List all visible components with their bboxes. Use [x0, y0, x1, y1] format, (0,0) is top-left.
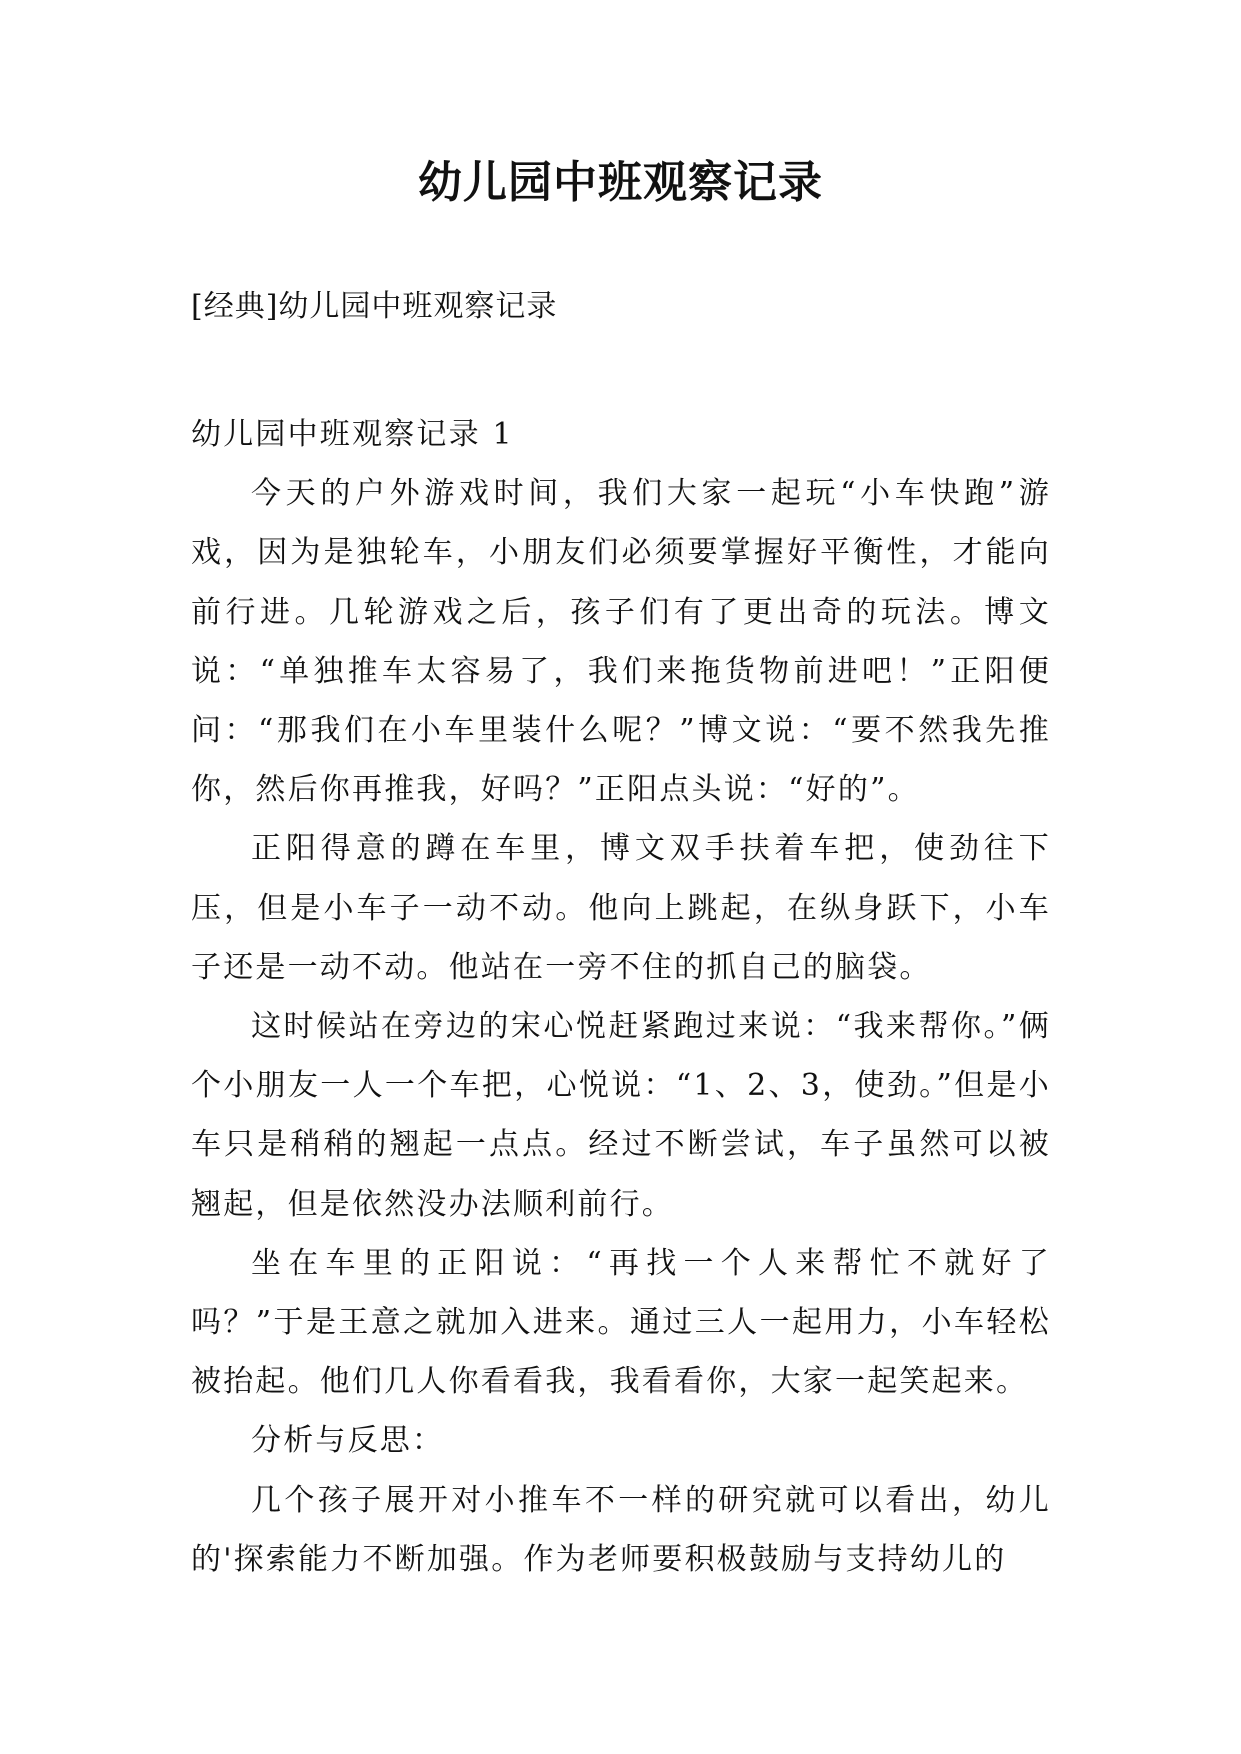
paragraph: 正阳得意的蹲在车里，博文双手扶着车把，使劲往下压，但是小车子一动不动。他向上跳起，在纵身跃下，小车子还是一动不动。他站在一旁不住的抓自己的脑袋。: [191, 831, 1051, 985]
analysis-heading: 分析与反思：: [251, 1423, 445, 1459]
document-body: [191, 405, 1051, 1589]
paragraph: 今天的户外游戏时间，我们大家一起玩“小车快跑”游戏，因为是独轮车，小朋友们必须要掌握好平衡性，才能向前行进。几轮游戏之后，孩子们有了更出奇的玩法。博文说：“单独推车太容易了，我们来拖货物前进吧！”正阳便问：“那我们在小车里装什么呢？”博文说：“要不然我先推你，然后你再推我，好吗？”正阳点头说：“好的”。: [191, 476, 1051, 808]
paragraph: 这时候站在旁边的宋心悦赶紧跑过来说：“我来帮你。”俩个小朋友一人一个车把，心悦说：“1、2、3，使劲。”但是小车只是稍稍的翘起一点点。经过不断尝试，车子虽然可以被翘起，但是依然没办法顺利前行。: [191, 1009, 1051, 1222]
paragraph: 几个孩子展开对小推车不一样的研究就可以看出，幼儿的'探索能力不断加强。作为老师要积极鼓励与支持幼儿的: [191, 1482, 1051, 1577]
section-heading: 幼儿园中班观察记录 1: [191, 417, 514, 452]
document-subtitle: [经典]幼儿园中班观察记录: [191, 289, 558, 324]
document-title: 幼儿园中班观察记录: [418, 157, 823, 208]
paragraph: 坐在车里的正阳说：“再找一个人来帮忙不就好了吗？”于是王意之就加入进来。通过三人一起用力，小车轻松被抬起。他们几人你看看我，我看看你，大家一起笑起来。: [191, 1245, 1051, 1400]
